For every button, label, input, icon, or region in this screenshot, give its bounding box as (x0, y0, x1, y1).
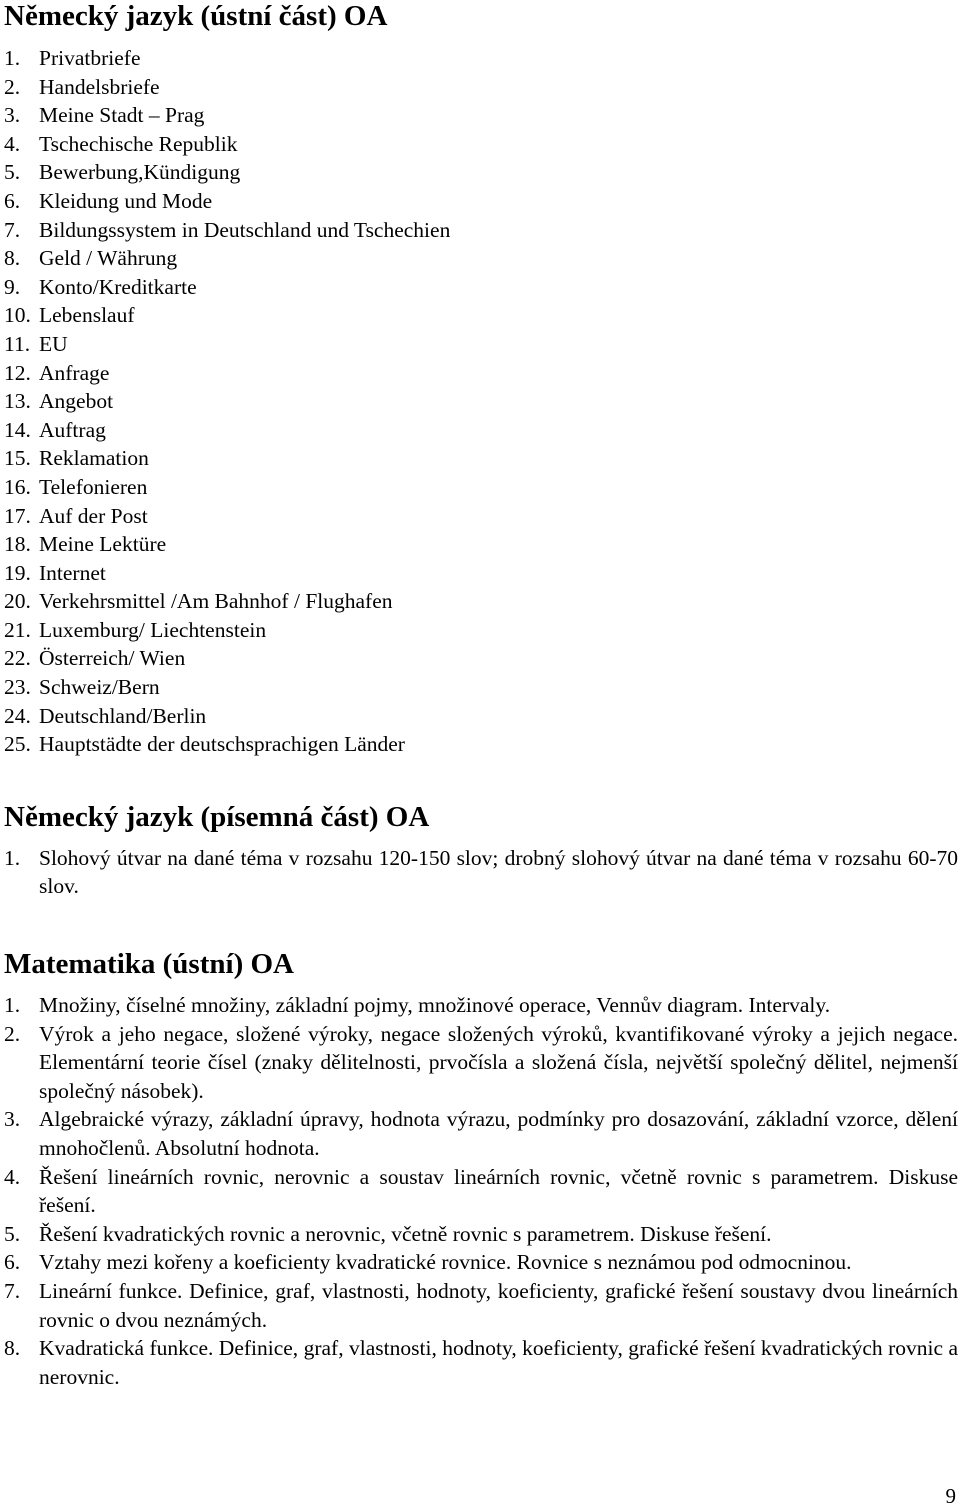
list-item (4, 644, 958, 673)
list-item-number: 20. (4, 589, 31, 614)
list-item (4, 101, 958, 130)
list-item-text: Algebraické výrazy, základní úpravy, hodnota výrazu, podmínky pro dosazování, základní vzorce, dělení mnohočlenů. Absolutní hodnota. (39, 1107, 958, 1160)
list-item-number: 9. (4, 274, 21, 299)
list-item (4, 73, 958, 102)
section-title-german-written: Německý jazyk (písemná část) OA (4, 800, 430, 833)
list-item-text: Lebenslauf (39, 303, 135, 328)
list-item-number: 6. (4, 188, 21, 213)
page-number: 9 (945, 1484, 956, 1508)
list-item-number: 17. (4, 503, 31, 528)
list-item (4, 991, 958, 1020)
list-item-number: 5. (4, 160, 21, 185)
list-item-text: Luxemburg/ Liechtenstein (39, 617, 267, 642)
list-item-number: 3. (4, 103, 21, 128)
list-item-text: Hauptstädte der deutschsprachigen Länder (39, 732, 405, 757)
list-item (4, 1334, 958, 1391)
list-item-number: 1. (4, 46, 21, 70)
list-item (4, 502, 958, 531)
list-item-number: 4. (4, 1164, 21, 1189)
list-item-text: Kvadratická funkce. Definice, graf, vlastnosti, hodnoty, koeficienty, grafické řešení kvadratických rovnic a nerovnic. (39, 1336, 958, 1389)
section-title-german-oral: Německý jazyk (ústní část) OA (4, 0, 388, 32)
list-item-text: Deutschland/Berlin (39, 703, 207, 728)
list-item-number: 2. (4, 1021, 21, 1046)
list-item-text: Výrok a jeho negace, složené výroky, negace složených výroků, kvantifikované výroky a jejich negace. Elementární teorie čísel (znaky dělitelnosti, prvočísla a složená čísla, největší společný dělitel, nejmenší společný násobek). (39, 1021, 958, 1103)
list-item-number: 15. (4, 446, 31, 471)
list-item (4, 273, 958, 302)
list-item (4, 44, 958, 73)
list-item-text: Privatbriefe (39, 46, 141, 70)
list-item-number: 25. (4, 732, 31, 757)
list-item (4, 1020, 958, 1106)
list-item (4, 587, 958, 616)
list-item (4, 1248, 958, 1277)
list-item (4, 416, 958, 445)
list-item (4, 702, 958, 731)
list-item (4, 730, 958, 759)
list-item (4, 359, 958, 388)
list-item (4, 444, 958, 473)
list-item (4, 559, 958, 588)
list-item-number: 8. (4, 246, 21, 271)
list-item-text: Meine Stadt – Prag (39, 103, 205, 128)
list-item (4, 473, 958, 502)
list-item (4, 673, 958, 702)
list-item-text: Vztahy mezi kořeny a koeficienty kvadratické rovnice. Rovnice s neznámou pod odmocninou. (39, 1250, 852, 1275)
list-item-text: Schweiz/Bern (39, 675, 160, 700)
list-item (4, 244, 958, 273)
list-item-number: 12. (4, 360, 31, 385)
list-item-number: 4. (4, 131, 21, 156)
list-item (4, 844, 958, 901)
list-item (4, 1105, 958, 1162)
list-item (4, 1220, 958, 1249)
list-item-text: Anfrage (39, 360, 110, 385)
list-item (4, 158, 958, 187)
list-item-number: 7. (4, 1278, 21, 1303)
list-item-text: Slohový útvar na dané téma v rozsahu 120-150 slov; drobný slohový útvar na dané téma v rozsahu 60-70 slov. (39, 845, 958, 899)
list-item-number: 22. (4, 646, 31, 671)
list-item-text: Konto/Kreditkarte (39, 274, 197, 299)
list-item-text: Tschechische Republik (39, 131, 238, 156)
list-item-text: Auftrag (39, 417, 106, 442)
list-item-text: Angebot (39, 389, 114, 414)
section-title-math-oral: Matematika (ústní) OA (4, 948, 294, 981)
list-item (4, 616, 958, 645)
list-item (4, 187, 958, 216)
list-item (4, 216, 958, 245)
german-written-task-list (4, 844, 958, 901)
list-item-number: 23. (4, 675, 31, 700)
list-item-number: 1. (4, 993, 21, 1018)
list-item-text: Lineární funkce. Definice, graf, vlastnosti, hodnoty, koeficienty, grafické řešení soustavy dvou lineárních rovnic o dvou neznámých. (39, 1278, 958, 1332)
list-item (4, 1277, 958, 1334)
list-item-text: Auf der Post (39, 503, 148, 528)
list-item-text: Množiny, číselné množiny, základní pojmy, množinové operace, Vennův diagram. Intervaly. (39, 993, 831, 1018)
math-oral-topic-list (4, 991, 958, 1391)
list-item-text: Verkehrsmittel /Am Bahnhof / Flughafen (39, 589, 393, 614)
list-item-number: 19. (4, 560, 31, 585)
list-item-number: 13. (4, 389, 31, 414)
list-item-text: Řešení lineárních rovnic, nerovnic a soustav lineárních rovnic, včetně rovnic s parametrem. Diskuse řešení. (39, 1164, 958, 1218)
list-item-number: 6. (4, 1250, 21, 1275)
list-item (4, 387, 958, 416)
list-item-text: Telefonieren (39, 474, 148, 499)
list-item (4, 530, 958, 559)
list-item-text: Kleidung und Mode (39, 188, 213, 213)
list-item-number: 5. (4, 1221, 21, 1246)
list-item-number: 14. (4, 417, 31, 442)
list-item-number: 3. (4, 1107, 21, 1132)
list-item-number: 18. (4, 532, 31, 557)
list-item-text: Řešení kvadratických rovnic a nerovnic, včetně rovnic s parametrem. Diskuse řešení. (39, 1221, 772, 1246)
list-item (4, 330, 958, 359)
german-oral-topic-list (4, 44, 958, 759)
list-item-text: Handelsbriefe (39, 74, 160, 99)
list-item-text: Internet (39, 560, 106, 585)
list-item-number: 1. (4, 845, 21, 870)
list-item-number: 11. (4, 331, 31, 356)
list-item-text: Bewerbung,Kündigung (39, 160, 241, 185)
list-item (4, 301, 958, 330)
list-item-number: 10. (4, 303, 31, 328)
list-item-number: 16. (4, 474, 31, 499)
list-item-text: Bildungssystem in Deutschland und Tschechien (39, 217, 451, 242)
list-item-text: Reklamation (39, 446, 149, 471)
list-item-text: EU (39, 331, 68, 356)
list-item (4, 130, 958, 159)
list-item-number: 8. (4, 1336, 21, 1361)
list-item-text: Meine Lektüre (39, 532, 167, 557)
list-item-text: Geld / Währung (39, 246, 178, 271)
list-item-number: 7. (4, 217, 21, 242)
list-item-text: Österreich/ Wien (39, 646, 186, 671)
list-item (4, 1163, 958, 1220)
document-page (4, 0, 958, 1391)
list-item-number: 24. (4, 703, 31, 728)
list-item-number: 2. (4, 74, 21, 99)
list-item-number: 21. (4, 617, 31, 642)
